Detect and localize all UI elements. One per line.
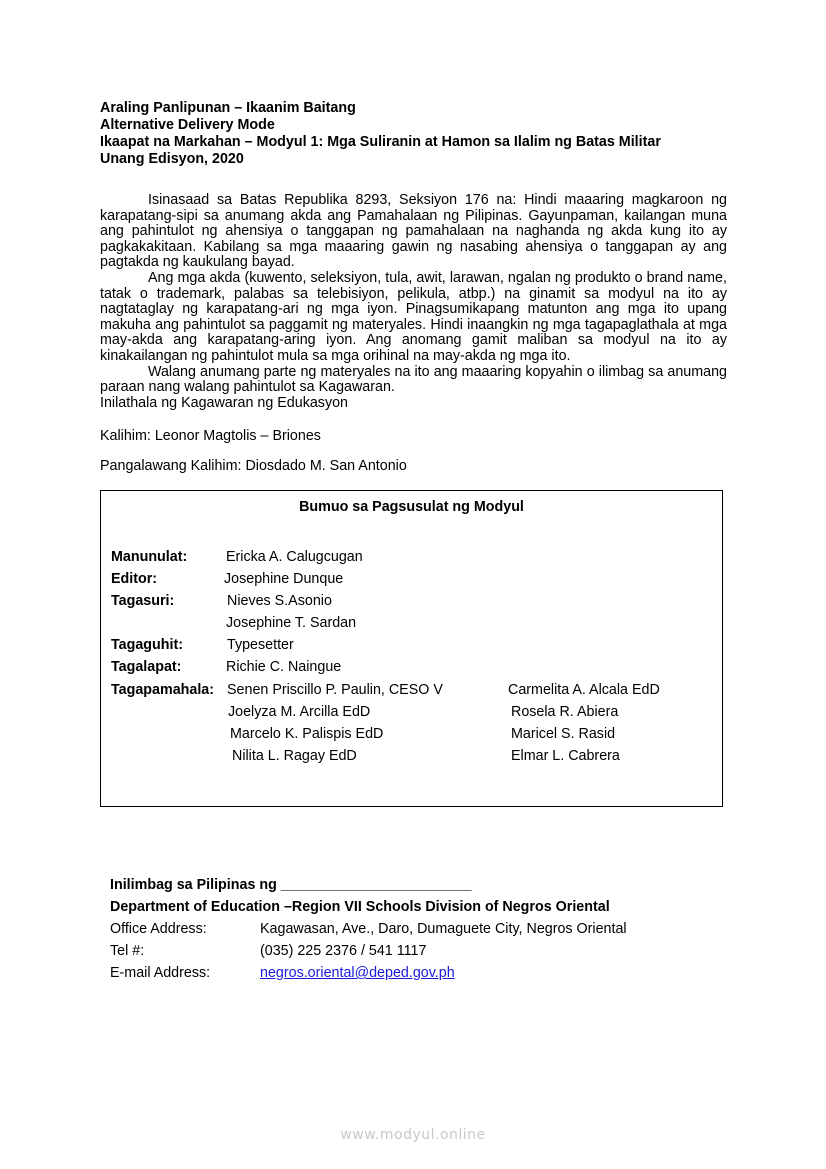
credit-value: Richie C. Naingue — [226, 659, 342, 675]
credit-label: Tagalapat: — [111, 659, 182, 675]
subject-title: Araling Panlipunan – Ikaanim Baitang — [100, 100, 356, 116]
document-header — [100, 100, 661, 168]
credit-label: Tagasuri: — [111, 593, 175, 609]
watermark: www.modyul.online — [340, 1127, 486, 1143]
credit-label: Tagaguhit: — [111, 637, 184, 653]
credit-value-secondary: Maricel S. Rasid — [511, 726, 616, 742]
office-address-row — [110, 921, 670, 939]
telephone-row — [110, 943, 670, 961]
credit-value-secondary: Elmar L. Cabrera — [511, 748, 620, 764]
department-line: Department of Education –Region VII Schools Division of Negros Oriental — [110, 899, 610, 915]
credit-value: Joelyza M. Arcilla EdD — [228, 704, 371, 720]
copyright-notice — [100, 193, 727, 411]
credit-value: Marcelo K. Palispis EdD — [230, 726, 384, 742]
copyright-paragraph-2: Ang mga akda (kuwento, seleksiyon, tula, awit, larawan, ngalan ng produkto o brand name, tatak o trademark, palabas sa telebisiyon, pelikula, atbp.) na ginamit sa modyul na ito ay nagtataglay ng karapatang-ari ng mga iyon. Pinagsumikapang matunton ang mga ito upang makuha ang pahintulot sa paggamit ng materyales. Hindi inaangkin ng mga tagapaglathala at mga may-akda ang karapatang-aring iyon. Ang anomang gamit maliban sa modyul na ito ay kinakailangan ng pahintulot mula sa mga orihinal na may-akda ng mga ito. — [100, 269, 727, 364]
delivery-mode: Alternative Delivery Mode — [100, 117, 275, 133]
secretary-line: Kalihim: Leonor Magtolis – Briones — [100, 428, 321, 444]
credit-value: Nieves S.Asonio — [227, 593, 332, 609]
office-address-label: Office Address: — [110, 921, 207, 937]
credit-value: Nilita L. Ragay EdD — [232, 748, 357, 764]
telephone-value: (035) 225 2376 / 541 1117 — [260, 943, 427, 959]
copyright-paragraph-3: Walang anumang parte ng materyales na ito ang maaaring kopyahin o ilimbag sa anumang paraan nang walang pahintulot sa Kagawaran. — [100, 363, 727, 396]
credit-label: Manunulat: — [111, 549, 188, 565]
credit-value: Josephine T. Sardan — [226, 615, 357, 631]
email-row — [110, 965, 670, 983]
printed-in-line: Inilimbag sa Pilipinas ng ________________________ — [110, 877, 472, 893]
credit-value: Typesetter — [227, 637, 294, 653]
credits-box — [100, 490, 723, 807]
telephone-label: Tel #: — [110, 943, 145, 959]
credit-value: Ericka A. Calugcugan — [226, 549, 363, 565]
copyright-paragraph-1: Isinasaad sa Batas Republika 8293, Seksiyon 176 na: Hindi maaaring magkaroon ng karapatang-sipi sa anumang akda ang Pamahalaan ng Pilipinas. Gayunpaman, kailangan muna ang pahintulot ng ahensiya o tanggapan ng pamahalaan na naghanda ng akda kung ito ay pagkakakitaan. Kabilang sa mga maaaring gawin ng nasabing ahensiya o tanggapan ay ang pagtakda ng kaukulang bayad. — [100, 192, 727, 271]
publisher-line: Inilathala ng Kagawaran ng Edukasyon — [100, 394, 348, 411]
credit-label: Tagapamahala: — [111, 682, 215, 698]
office-address-value: Kagawasan, Ave., Daro, Dumaguete City, Negros Oriental — [260, 921, 627, 937]
credit-value: Senen Priscillo P. Paulin, CESO V — [227, 682, 443, 698]
credit-label: Editor: — [111, 571, 158, 587]
email-link[interactable]: negros.oriental@deped.gov.ph — [260, 965, 455, 981]
undersecretary-line: Pangalawang Kalihim: Diosdado M. San Antonio — [100, 458, 407, 474]
credit-value: Josephine Dunque — [224, 571, 344, 587]
credit-value-secondary: Carmelita A. Alcala EdD — [508, 682, 660, 698]
credit-value-secondary: Rosela R. Abiera — [511, 704, 619, 720]
credits-title: Bumuo sa Pagsusulat ng Modyul — [299, 499, 524, 515]
module-title: Ikaapat na Markahan – Modyul 1: Mga Suliranin at Hamon sa Ilalim ng Batas Militar — [100, 134, 661, 150]
edition: Unang Edisyon, 2020 — [100, 151, 244, 167]
email-label: E-mail Address: — [110, 965, 211, 981]
